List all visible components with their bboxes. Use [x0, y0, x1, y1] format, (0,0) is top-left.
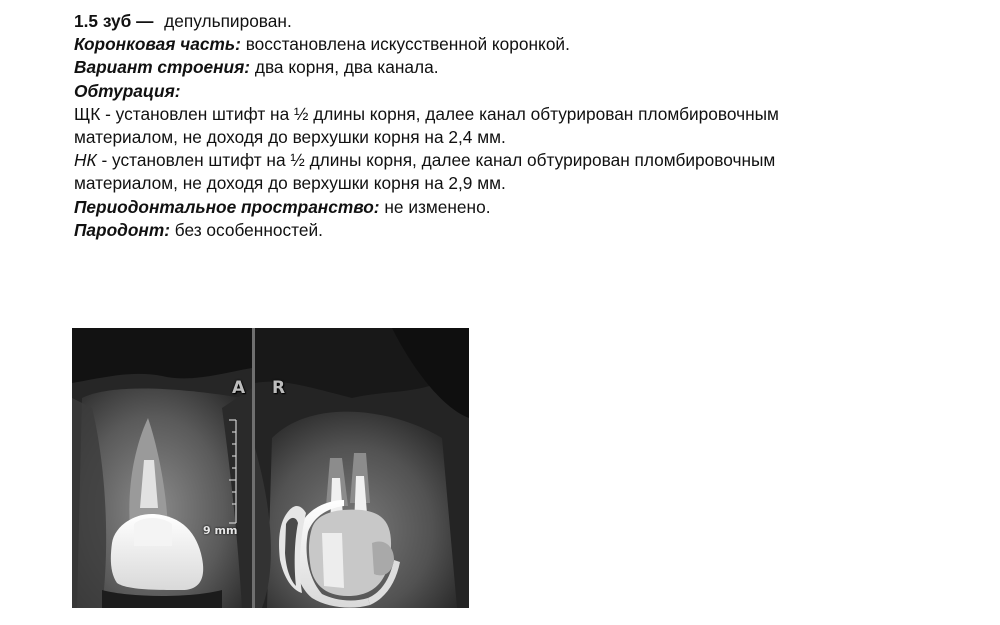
structure-line	[74, 56, 954, 79]
buccal-canal-code: ЩК	[74, 103, 101, 124]
buccal-canal-text-1: - установлен штифт на ½ длины корня, далее канал обтурирован пломбировочным	[105, 103, 779, 124]
periodontal-value: не изменено.	[384, 196, 491, 217]
periodontal-label: Периодонтальное пространство:	[74, 196, 380, 217]
report-text	[74, 10, 954, 242]
panel-divider	[252, 328, 255, 608]
parodont-value: без особенностей.	[174, 219, 323, 240]
tooth-number: 1.5 зуб —	[74, 11, 154, 31]
scale-label: 9 mm	[203, 524, 238, 537]
palatal-canal-line-2	[74, 172, 954, 195]
buccal-canal-line-2	[74, 126, 954, 149]
tooth-status-line	[74, 10, 954, 33]
parodont-label: Пародонт:	[74, 219, 170, 240]
parodont-line	[74, 219, 954, 242]
crown-line	[74, 33, 954, 56]
palatal-canal-line-1	[74, 149, 954, 172]
tooth-status: депульпирован.	[164, 11, 292, 31]
structure-value: два корня, два канала.	[254, 57, 439, 78]
buccal-canal-text-2: материалом, не доходя до верхушки корня на 2,4 мм.	[74, 127, 506, 148]
structure-label: Вариант строения:	[74, 57, 251, 78]
palatal-canal-code: НК	[74, 150, 97, 171]
palatal-canal-text-2: материалом, не доходя до верхушки корня на 2,9 мм.	[74, 173, 506, 194]
obturation-label: Обтурация:	[74, 80, 181, 101]
cbct-scan-graphic	[72, 328, 469, 608]
right-view-panel	[255, 328, 469, 608]
obturation-line	[74, 80, 954, 103]
cbct-image	[72, 328, 469, 608]
crown-label: Коронковая часть:	[74, 34, 241, 55]
palatal-canal-text-1: - установлен штифт на ½ длины корня, далее канал обтурирован пломбировочным	[101, 150, 776, 171]
orientation-label-left: A	[232, 378, 246, 398]
left-view-panel	[72, 328, 252, 608]
crown-value: восстановлена искусственной коронкой.	[245, 34, 570, 55]
buccal-canal-line-1	[74, 103, 954, 126]
periodontal-line	[74, 196, 954, 219]
orientation-label-right: R	[272, 378, 286, 398]
